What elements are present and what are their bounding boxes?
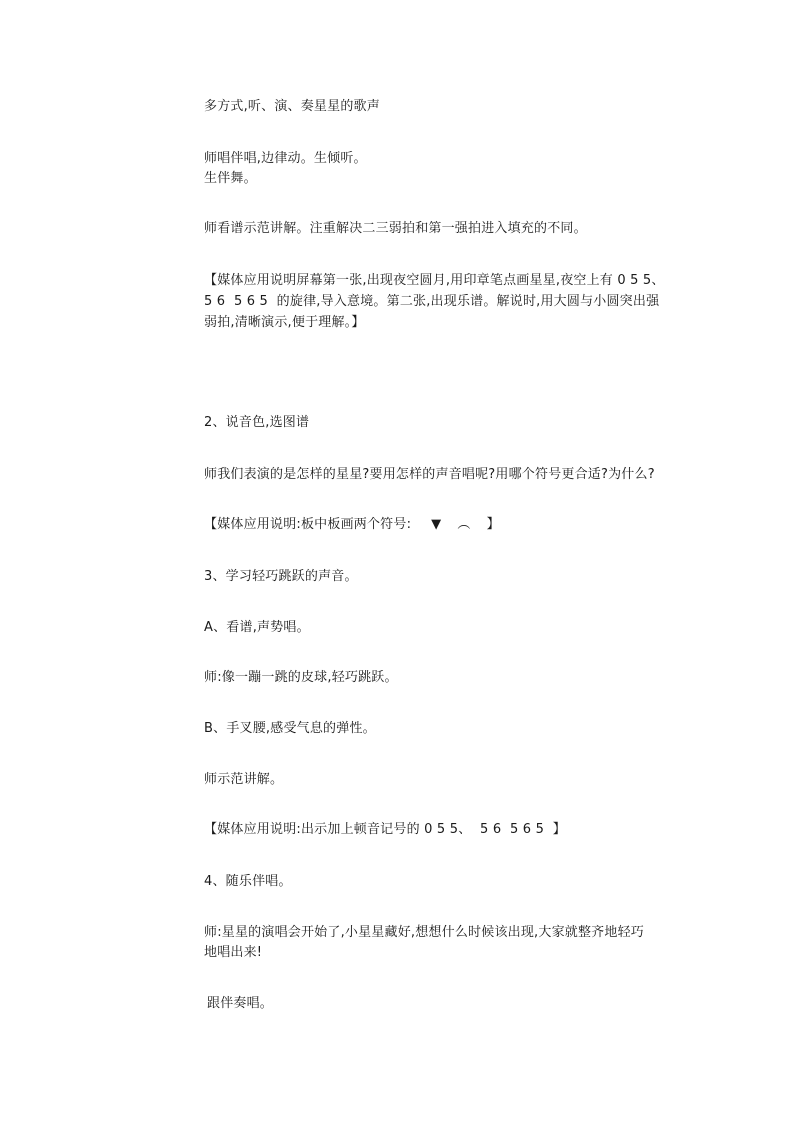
paragraph-student-dance: 生伴舞。 (204, 171, 257, 186)
heading-methods: 多方式,听、演、奏星星的歌声 (204, 99, 380, 114)
slur-arc-icon: ︵ (457, 517, 471, 532)
media-note-2-suffix: 】 (486, 517, 500, 532)
paragraph-concert-line-2: 地唱出来! (204, 945, 263, 960)
paragraph-ball: 师:像一蹦一跳的皮球,轻巧跳跃。 (204, 670, 398, 685)
media-note-3: 【媒体应用说明:出示加上顿音记号的 0 5 5、 5 6 5 6 5 】 (204, 822, 566, 837)
section-2-title: 2、说音色,选图谱 (204, 415, 310, 430)
media-note-1-line-3: 弱拍,清晰演示,便于理解。】 (204, 315, 365, 330)
paragraph-follow: 跟伴奏唱。 (207, 996, 274, 1011)
media-note-1-line-2: 5 6 5 6 5 的旋律,导入意境。第二张,出现乐谱。解说时,用大圆与小圆突出强 (204, 294, 660, 309)
paragraph-question: 师我们表演的是怎样的星星?要用怎样的声音唱呢?用哪个符号更合适?为什么? (204, 467, 655, 482)
section-3-title: 3、学习轻巧跳跃的声音。 (204, 569, 358, 584)
media-note-1-line-1: 【媒体应用说明屏幕第一张,出现夜空圆月,用印章笔点画星星,夜空上有 0 5 5、 (204, 273, 665, 288)
item-b: B、手叉腰,感受气息的弹性。 (204, 721, 376, 736)
paragraph-concert-line-1: 师:星星的演唱会开始了,小星星藏好,想想什么时候该出现,大家就整齐地轻巧 (204, 925, 644, 940)
paragraph-teacher-demo: 师看谱示范讲解。注重解决二三弱拍和第一强拍进入填充的不同。 (204, 221, 587, 236)
item-a: A、看谱,声势唱。 (204, 620, 310, 635)
section-4-title: 4、随乐伴唱。 (204, 874, 292, 889)
media-note-2-prefix: 【媒体应用说明:板中板画两个符号: (204, 517, 412, 532)
paragraph-teacher-explain: 师示范讲解。 (204, 772, 284, 787)
media-note-2 (204, 515, 500, 535)
paragraph-teacher-sing: 师唱伴唱,边律动。生倾听。 (204, 151, 367, 166)
staccato-triangle-icon: ▼ (431, 517, 442, 532)
